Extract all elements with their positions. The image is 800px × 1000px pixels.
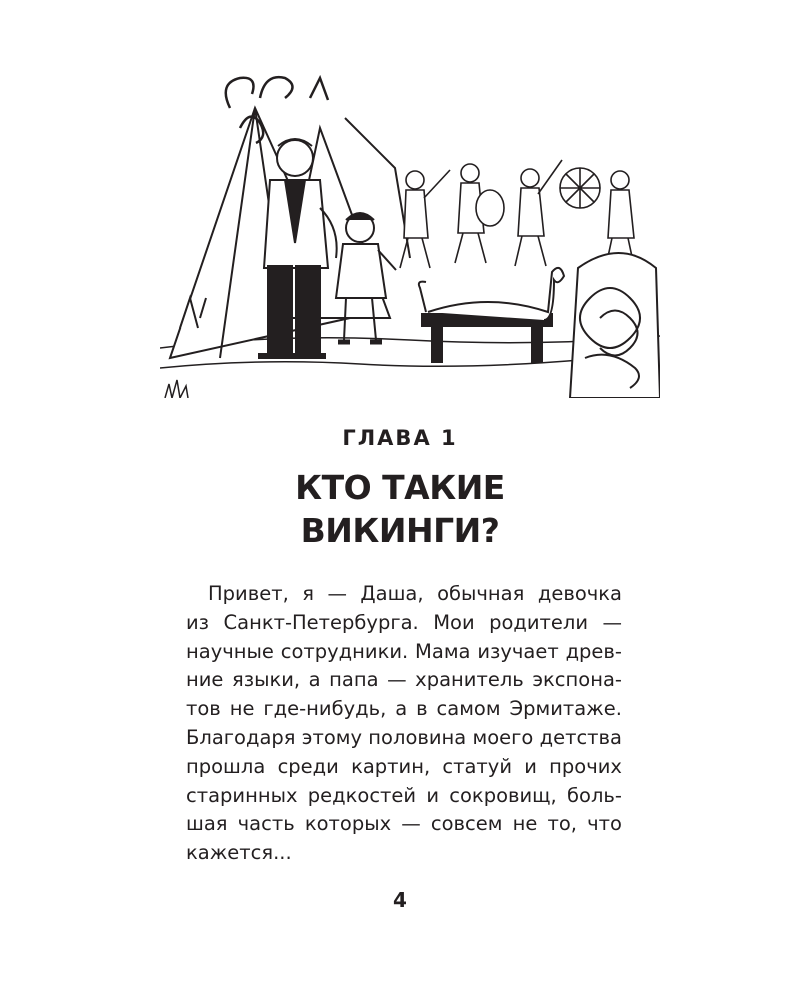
warriors xyxy=(400,160,634,268)
word: шая xyxy=(186,812,228,836)
word: экспона- xyxy=(532,668,622,692)
word: Санкт-Петербурга. xyxy=(223,610,419,634)
word: Даша, xyxy=(360,582,424,605)
word: — xyxy=(327,582,347,605)
word: этому xyxy=(301,725,363,749)
word: Мои xyxy=(433,610,475,634)
word: старинных xyxy=(186,783,298,807)
word: девочка xyxy=(537,582,622,605)
word: — xyxy=(387,668,407,692)
word: сотрудники. xyxy=(280,639,409,663)
word: хранитель xyxy=(415,668,524,692)
word: то, xyxy=(547,812,577,836)
text-line xyxy=(186,666,622,695)
word: а xyxy=(308,668,321,692)
word: прошла xyxy=(186,754,266,778)
text-line xyxy=(186,782,622,811)
word: совсем xyxy=(430,812,503,836)
page-number: 4 xyxy=(393,888,407,912)
word: языки, xyxy=(231,668,301,692)
chapter-label: ГЛАВА 1 xyxy=(342,426,458,450)
word: а xyxy=(395,697,408,721)
word: кажется... xyxy=(186,841,292,865)
word: древ- xyxy=(565,639,622,663)
word: детства xyxy=(539,725,622,749)
chapter-title-line: ВИКИНГИ? xyxy=(300,511,500,550)
dragon-carving xyxy=(226,77,328,143)
word: прочих xyxy=(549,754,622,778)
word: Мама xyxy=(415,639,471,663)
word: самом xyxy=(436,697,501,721)
runestone xyxy=(570,253,660,398)
word: среди xyxy=(277,754,339,778)
word: родители xyxy=(489,610,589,634)
chapter-illustration xyxy=(160,68,660,398)
word: статуй xyxy=(442,754,512,778)
word: сокровищ, xyxy=(449,783,557,807)
word: и xyxy=(524,754,537,778)
word: ние xyxy=(186,668,224,692)
word: папа xyxy=(329,668,379,692)
word: и xyxy=(426,783,440,807)
text-line xyxy=(186,695,622,724)
word: редкостей xyxy=(307,783,417,807)
text-line xyxy=(186,753,622,782)
text-line xyxy=(186,638,622,667)
word: половина xyxy=(368,725,467,749)
word: в xyxy=(416,697,428,721)
word: обычная xyxy=(437,582,525,605)
word: из xyxy=(186,610,210,634)
word: тов xyxy=(186,697,221,721)
word: картин, xyxy=(351,754,431,778)
word: которых xyxy=(304,812,392,836)
word: что xyxy=(587,812,622,836)
word: не xyxy=(229,697,255,721)
word: Привет, xyxy=(208,582,289,605)
word: — xyxy=(401,812,421,836)
word: я xyxy=(302,582,314,605)
word: — xyxy=(602,610,622,634)
text-line xyxy=(186,810,622,839)
word: изучает xyxy=(477,639,559,663)
chapter-title xyxy=(0,466,800,552)
word: моего xyxy=(472,725,534,749)
word: научные xyxy=(186,639,274,663)
word: не xyxy=(512,812,538,836)
word: Эрмитаже. xyxy=(509,697,622,721)
text-line xyxy=(186,839,622,868)
text-line xyxy=(186,580,622,609)
chapter-title-line: КТО ТАКИЕ xyxy=(295,468,505,507)
text-line xyxy=(186,609,622,638)
text-line xyxy=(186,724,622,753)
word: Благодаря xyxy=(186,725,296,749)
bench-with-boat xyxy=(419,268,564,362)
word: боль- xyxy=(567,783,622,807)
word: где-нибудь, xyxy=(263,697,387,721)
body-text xyxy=(186,580,622,868)
word: часть xyxy=(237,812,295,836)
